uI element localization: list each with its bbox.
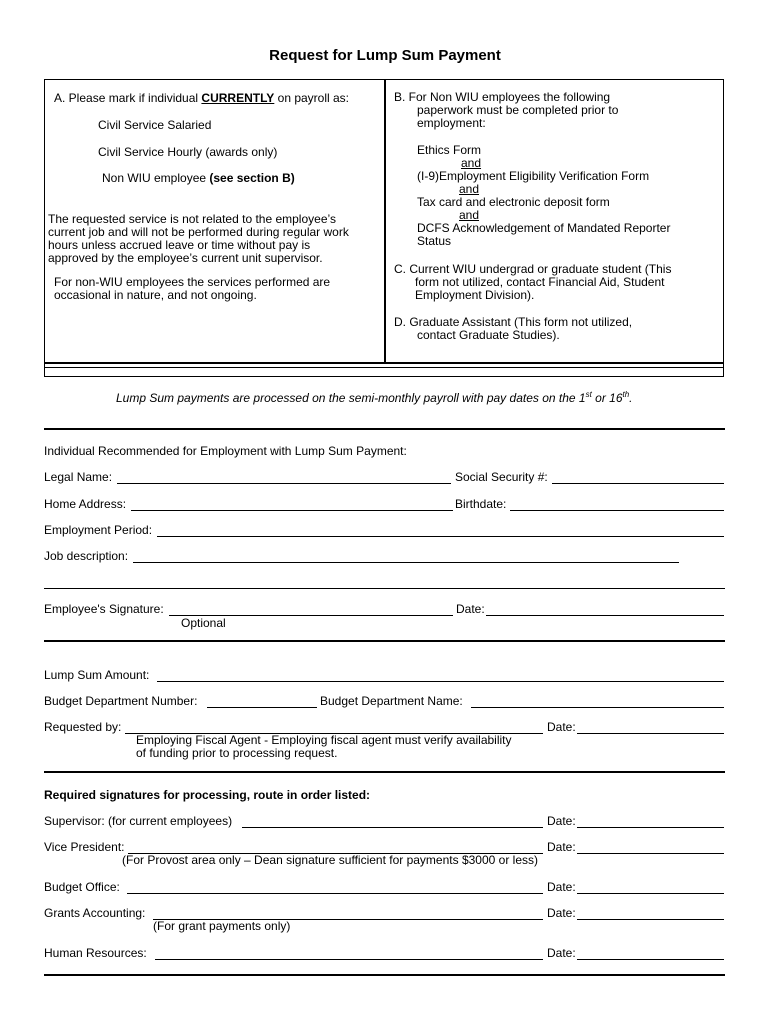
supervisor-label: Supervisor: (for current employees) (44, 814, 233, 828)
birthdate-label: Birthdate: (455, 497, 507, 511)
ssn-field[interactable] (552, 483, 724, 484)
home-address-field[interactable] (131, 510, 453, 511)
note1-line4: approved by the employee’s current unit supervisor. (48, 251, 323, 265)
requested-by-label: Requested by: (44, 720, 122, 734)
hr-date-field[interactable] (577, 959, 724, 960)
option-civil-service-salaried[interactable]: Civil Service Salaried (98, 118, 212, 132)
note1-line2: current job and will not be performed during regular work (48, 225, 349, 239)
fiscal-agent-note (136, 734, 512, 760)
budget-office-date-label: Date: (547, 880, 576, 894)
budget-office-date-field[interactable] (577, 893, 724, 894)
job-description-field[interactable] (133, 562, 679, 563)
and-1: and (461, 156, 482, 170)
section-b-line1: B. For Non WIU employees the following (394, 90, 611, 104)
section-a-lead-emphasis: CURRENTLY (201, 91, 275, 105)
option-civil-service-hourly[interactable]: Civil Service Hourly (awards only) (98, 145, 278, 159)
supervisor-date-label: Date: (547, 814, 576, 828)
signature-date-label: Date: (456, 602, 485, 616)
section-b-line3: employment: (417, 116, 486, 130)
option-non-wiu-label: Non WIU employee (102, 171, 210, 185)
section-c (394, 263, 671, 302)
birthdate-field[interactable] (510, 510, 724, 511)
human-resources-label: Human Resources: (44, 946, 147, 960)
home-address-label: Home Address: (44, 497, 127, 511)
payroll-note (116, 390, 633, 405)
payroll-note-sup2: th (622, 390, 630, 399)
ssn-label: Social Security #: (455, 470, 548, 484)
form-dcfs-line1: DCFS Acknowledgement of Mandated Reporter (417, 221, 671, 235)
required-signatures-heading: Required signatures for processing, route in order listed: (44, 788, 371, 802)
section-a-lead-text: A. Please mark if individual (54, 91, 202, 105)
section-c-line1: C. Current WIU undergrad or graduate student (This (394, 262, 672, 276)
form-ethics: Ethics Form (417, 143, 482, 157)
fiscal-agent-note-line1: Employing Fiscal Agent - Employing fiscal agent must verify availability (136, 733, 512, 747)
optional-note: Optional (181, 616, 226, 630)
box-divider-horizontal (44, 362, 724, 364)
payroll-note-sup1: st (585, 390, 592, 399)
note2-line2: occasional in nature, and not ongoing. (54, 288, 257, 302)
and-3: and (459, 208, 480, 222)
section-d-line1: D. Graduate Assistant (This form not utilized, (394, 315, 633, 329)
option-non-wiu-see-b: (see section B) (209, 171, 295, 185)
payroll-note-text3: . (629, 391, 633, 405)
form-dcfs-line2: Status (417, 234, 452, 248)
section-d (394, 316, 632, 342)
lump-sum-amount-field[interactable] (157, 681, 724, 682)
supervisor-field[interactable] (242, 827, 543, 828)
individual-heading: Individual Recommended for Employment with Lump Sum Payment: (44, 444, 407, 458)
requested-date-field[interactable] (577, 733, 724, 734)
form-i9: (I-9)Employment Eligibility Verification Form (417, 169, 650, 183)
hr-date-label: Date: (547, 946, 576, 960)
and-2: and (459, 182, 480, 196)
section-c-line3: Employment Division). (415, 288, 535, 302)
employment-period-field[interactable] (157, 536, 724, 537)
section-b-line2: paperwork must be completed prior to (417, 103, 619, 117)
grants-note: (For grant payments only) (153, 919, 291, 933)
payroll-note-text1: Lump Sum payments are processed on the semi-monthly payroll with pay dates on the 1 (116, 391, 586, 405)
section-d-line2: contact Graduate Studies). (417, 328, 560, 342)
note1-line1: The requested service is not related to the employee’s (48, 212, 336, 226)
section-rule-3 (44, 640, 725, 642)
section-a-lead-tail: on payroll as: (274, 91, 350, 105)
form-tax-card: Tax card and electronic deposit form (417, 195, 610, 209)
payroll-note-text2: or 16 (591, 391, 623, 405)
lump-sum-amount-label: Lump Sum Amount: (44, 668, 150, 682)
section-a-lead (54, 91, 349, 105)
budget-dept-name-label: Budget Department Name: (320, 694, 463, 708)
employee-signature-label: Employee's Signature: (44, 602, 164, 616)
requested-date-label: Date: (547, 720, 576, 734)
note1-line3: hours unless accrued leave or time without pay is (48, 238, 311, 252)
section-a-note-2 (54, 276, 330, 302)
budget-office-field[interactable] (127, 893, 543, 894)
section-c-line2: form not utilized, contact Financial Aid, Student (415, 275, 665, 289)
box-divider-vertical (384, 79, 386, 363)
option-non-wiu-employee[interactable] (102, 171, 295, 185)
note2-line1: For non-WIU employees the services performed are (54, 275, 331, 289)
budget-dept-number-field[interactable] (207, 707, 317, 708)
grants-date-field[interactable] (577, 919, 724, 920)
box-divider-horizontal-2 (44, 367, 724, 368)
section-rule-2 (44, 588, 725, 589)
vice-president-label: Vice President: (44, 840, 125, 854)
employment-period-label: Employment Period: (44, 523, 153, 537)
section-rule-4 (44, 771, 725, 773)
vp-date-field[interactable] (577, 853, 724, 854)
job-description-label: Job description: (44, 549, 129, 563)
supervisor-date-field[interactable] (577, 827, 724, 828)
signature-date-field[interactable] (486, 615, 724, 616)
legal-name-label: Legal Name: (44, 470, 113, 484)
human-resources-field[interactable] (155, 959, 543, 960)
budget-dept-number-label: Budget Department Number: (44, 694, 198, 708)
page-title: Request for Lump Sum Payment (269, 47, 501, 64)
legal-name-field[interactable] (117, 483, 451, 484)
section-b-lead (394, 91, 618, 130)
section-b-forms (417, 144, 670, 248)
grants-accounting-label: Grants Accounting: (44, 906, 146, 920)
section-rule-5 (44, 974, 725, 976)
grants-date-label: Date: (547, 906, 576, 920)
budget-dept-name-field[interactable] (471, 707, 724, 708)
vp-date-label: Date: (547, 840, 576, 854)
vp-note: (For Provost area only – Dean signature sufficient for payments $3000 or less) (122, 853, 538, 867)
section-a-note-1 (48, 213, 349, 265)
fiscal-agent-note-line2: of funding prior to processing request. (136, 746, 338, 760)
budget-office-label: Budget Office: (44, 880, 120, 894)
section-rule-1 (44, 428, 725, 430)
